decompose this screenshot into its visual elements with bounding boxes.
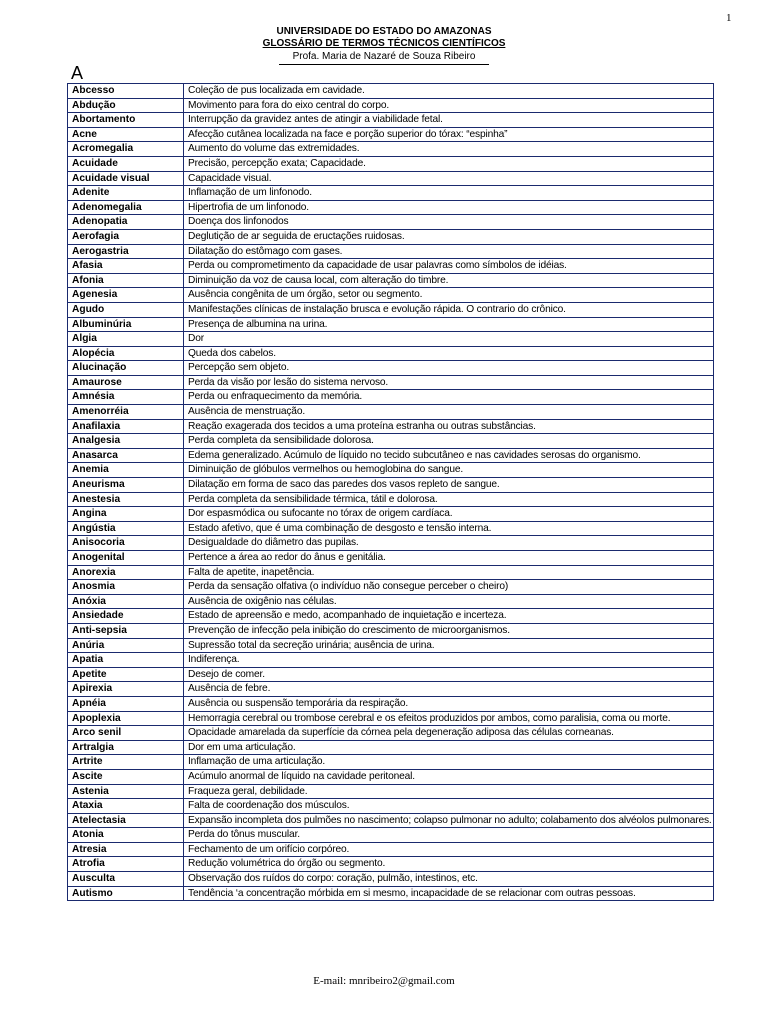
glossary-term: Amaurose [68, 376, 184, 390]
glossary-definition: Fechamento de um orifício corpóreo. [188, 843, 350, 855]
glossary-term: Astenia [68, 785, 184, 799]
glossary-term: Arco senil [68, 726, 184, 740]
glossary-row [68, 274, 713, 289]
glossary-definition: Expansão incompleta dos pulmões no nascimento; colapso pulmonar no adulto; colabamento dos alvéolos pulmonares. [188, 814, 712, 826]
glossary-definition: Deglutição de ar seguida de eructações ruidosas. [188, 230, 405, 242]
glossary-term: Afasia [68, 259, 184, 273]
glossary-definition: Inflamação de uma articulação. [188, 756, 326, 768]
glossary-term: Apnéia [68, 697, 184, 711]
glossary-term: Artralgia [68, 741, 184, 755]
glossary-definition: Coleção de pus localizada em cavidade. [188, 85, 365, 96]
glossary-row [68, 201, 713, 216]
glossary-term: Alucinação [68, 361, 184, 375]
glossary-row [68, 726, 713, 741]
glossary-row [68, 288, 713, 303]
glossary-definition: Estado de apreensão e medo, acompanhado de inquietação e incerteza. [188, 610, 507, 622]
glossary-definition: Capacidade visual. [188, 172, 272, 184]
glossary-row [68, 566, 713, 581]
glossary-row [68, 580, 713, 595]
glossary-definition: Percepção sem objeto. [188, 362, 290, 374]
glossary-definition: Dor espasmódica ou sufocante no tórax de origem cardíaca. [188, 508, 453, 520]
glossary-definition: Tendência ‘a concentração mórbida em si mesmo, incapacidade de se relacionar com outras pessoas. [188, 887, 636, 899]
glossary-term: Anemia [68, 463, 184, 477]
glossary-definition: Hemorragia cerebral ou trombose cerebral e os efeitos produzidos por ambos, como paralisia, coma ou morte. [188, 712, 671, 724]
glossary-term: Acuidade visual [68, 172, 184, 186]
glossary-row [68, 609, 713, 624]
glossary-table [67, 83, 714, 901]
glossary-row [68, 712, 713, 727]
glossary-definition: Redução volumétrica do órgão ou segmento. [188, 858, 386, 870]
glossary-term: Ascite [68, 770, 184, 784]
glossary-row [68, 332, 713, 347]
glossary-row [68, 434, 713, 449]
glossary-row [68, 741, 713, 756]
glossary-row [68, 857, 713, 872]
glossary-term: Acne [68, 128, 184, 142]
glossary-row [68, 113, 713, 128]
glossary-term: Ausculta [68, 872, 184, 886]
glossary-term: Anosmia [68, 580, 184, 594]
glossary-definition: Ausência congênita de um órgão, setor ou segmento. [188, 289, 423, 301]
glossary-row [68, 186, 713, 201]
glossary-term: Anestesia [68, 493, 184, 507]
glossary-term: Algia [68, 332, 184, 346]
glossary-term: Adenopatia [68, 215, 184, 229]
glossary-row [68, 493, 713, 508]
glossary-definition: Precisão, percepção exata; Capacidade. [188, 157, 366, 169]
glossary-definition: Ausência de menstruação. [188, 406, 306, 418]
glossary-row [68, 84, 713, 99]
glossary-term: Anasarca [68, 449, 184, 463]
glossary-definition: Manifestações clínicas de instalação brusca e evolução rápida. O contrario do crônico. [188, 303, 566, 315]
glossary-term: Amnésia [68, 390, 184, 404]
glossary-definition: Aumento do volume das extremidades. [188, 143, 360, 155]
glossary-definition: Perda do tônus muscular. [188, 829, 300, 841]
glossary-term: Anafilaxia [68, 420, 184, 434]
glossary-term: Autismo [68, 887, 184, 901]
glossary-definition: Dilatação do estômago com gases. [188, 245, 343, 257]
glossary-term: Amenorréia [68, 405, 184, 419]
glossary-term: Apatia [68, 653, 184, 667]
glossary-term: Analgesia [68, 434, 184, 448]
glossary-definition: Movimento para fora do eixo central do corpo. [188, 99, 390, 111]
document-header [0, 26, 768, 65]
glossary-definition: Dilatação em forma de saco das paredes dos vasos repleto de sangue. [188, 479, 500, 491]
glossary-definition: Pertence a área ao redor do ânus e genitália. [188, 552, 386, 563]
glossary-term: Ataxia [68, 799, 184, 813]
glossary-row [68, 785, 713, 800]
glossary-row [68, 128, 713, 143]
glossary-term: Afonia [68, 274, 184, 288]
author-name: Profa. Maria de Nazaré de Souza Ribeiro [292, 51, 476, 62]
page-number: 1 [726, 12, 732, 24]
glossary-row [68, 463, 713, 478]
section-letter: A [71, 63, 84, 83]
glossary-definition: Inflamação de um linfonodo. [188, 187, 312, 199]
glossary-term: Atonia [68, 828, 184, 842]
glossary-definition: Supressão total da secreção urinária; ausência de urina. [188, 639, 435, 651]
glossary-row [68, 682, 713, 697]
glossary-definition: Dor [188, 333, 204, 345]
glossary-row [68, 624, 713, 639]
glossary-definition: Dor em uma articulação. [188, 741, 296, 753]
glossary-row [68, 172, 713, 187]
glossary-definition: Fraqueza geral, debilidade. [188, 785, 308, 797]
glossary-row [68, 814, 713, 829]
institution-name: UNIVERSIDADE DO ESTADO DO AMAZONAS [276, 26, 492, 37]
glossary-term: Agenesia [68, 288, 184, 302]
glossary-row [68, 376, 713, 391]
glossary-definition: Perda da sensação olfativa (o indivíduo não consegue perceber o cheiro) [188, 581, 509, 593]
header-rule [279, 64, 489, 65]
glossary-row [68, 157, 713, 172]
glossary-term: Anisocoria [68, 536, 184, 550]
glossary-term: Adenomegalia [68, 201, 184, 215]
glossary-term: Alopécia [68, 347, 184, 361]
glossary-row [68, 872, 713, 887]
document-title: GLOSSÁRIO DE TERMOS TÉCNICOS CIENTÍFICOS [262, 38, 506, 49]
glossary-row [68, 405, 713, 420]
glossary-definition: Reação exagerada dos tecidos a uma proteína estranha ou outras substâncias. [188, 420, 536, 432]
glossary-row [68, 843, 713, 858]
glossary-term: Anorexia [68, 566, 184, 580]
glossary-definition: Hipertrofia de um linfonodo. [188, 201, 309, 213]
glossary-term: Aerogastria [68, 245, 184, 259]
glossary-term: Adenite [68, 186, 184, 200]
glossary-row [68, 887, 713, 901]
glossary-row [68, 420, 713, 435]
glossary-term: Acuidade [68, 157, 184, 171]
glossary-term: Anti-sepsia [68, 624, 184, 638]
glossary-term: Angina [68, 507, 184, 521]
glossary-definition: Observação dos ruídos do corpo: coração, pulmão, intestinos, etc. [188, 873, 478, 885]
glossary-term: Albuminúria [68, 318, 184, 332]
glossary-definition: Ausência de febre. [188, 683, 271, 695]
glossary-definition: Diminuição da voz de causa local, com alteração do timbre. [188, 274, 449, 286]
glossary-row [68, 449, 713, 464]
glossary-definition: Estado afetivo, que é uma combinação de desgosto e tensão interna. [188, 522, 492, 534]
glossary-definition: Desejo de comer. [188, 668, 265, 680]
glossary-definition: Prevenção de infecção pela inibição do crescimento de microorganismos. [188, 624, 510, 636]
glossary-definition: Edema generalizado. Acúmulo de líquido no tecido subcutâneo e nas cavidades serosas do organismo. [188, 449, 641, 461]
glossary-row [68, 390, 713, 405]
glossary-definition: Perda da visão por lesão do sistema nervoso. [188, 376, 389, 388]
glossary-row [68, 318, 713, 333]
glossary-row [68, 215, 713, 230]
glossary-definition: Perda completa da sensibilidade dolorosa. [188, 435, 374, 447]
glossary-term: Artrite [68, 755, 184, 769]
glossary-row [68, 522, 713, 537]
glossary-row [68, 755, 713, 770]
glossary-definition: Falta de coordenação dos músculos. [188, 800, 350, 812]
glossary-definition: Ausência ou suspensão temporária da respiração. [188, 697, 409, 709]
glossary-row [68, 799, 713, 814]
glossary-term: Apetite [68, 668, 184, 682]
glossary-row [68, 230, 713, 245]
glossary-term: Atresia [68, 843, 184, 857]
glossary-definition: Acúmulo anormal de líquido na cavidade peritoneal. [188, 770, 415, 782]
footer-email: E-mail: mnribeiro2@gmail.com [313, 975, 455, 987]
glossary-definition: Perda ou comprometimento da capacidade de usar palavras como símbolos de idéias. [188, 260, 567, 272]
glossary-definition: Perda ou enfraquecimento da memória. [188, 391, 363, 403]
glossary-term: Ansiedade [68, 609, 184, 623]
glossary-row [68, 478, 713, 493]
glossary-definition: Afecção cutânea localizada na face e porção superior do tórax: “espinha” [188, 128, 508, 140]
glossary-row [68, 770, 713, 785]
glossary-row [68, 142, 713, 157]
glossary-term: Apirexia [68, 682, 184, 696]
glossary-row [68, 347, 713, 362]
glossary-definition: Queda dos cabelos. [188, 347, 276, 359]
glossary-row [68, 653, 713, 668]
glossary-row [68, 639, 713, 654]
glossary-term: Angústia [68, 522, 184, 536]
glossary-term: Abcesso [68, 84, 184, 98]
glossary-row [68, 259, 713, 274]
glossary-definition: Ausência de oxigênio nas células. [188, 595, 337, 607]
glossary-term: Agudo [68, 303, 184, 317]
glossary-term: Abdução [68, 99, 184, 113]
glossary-definition: Diminuição de glóbulos vermelhos ou hemoglobina do sangue. [188, 464, 464, 476]
glossary-definition: Doença dos linfonodos [188, 216, 289, 228]
glossary-row [68, 828, 713, 843]
glossary-definition: Presença de albumina na urina. [188, 318, 328, 330]
glossary-row [68, 595, 713, 610]
glossary-definition: Indiferença. [188, 654, 240, 666]
glossary-row [68, 697, 713, 712]
glossary-definition: Interrupção da gravidez antes de atingir a viabilidade fetal. [188, 114, 443, 126]
glossary-definition: Falta de apetite, inapetência. [188, 566, 315, 578]
glossary-term: Atrofia [68, 857, 184, 871]
glossary-row [68, 507, 713, 522]
glossary-term: Atelectasia [68, 814, 184, 828]
glossary-definition: Desigualdade do diâmetro das pupilas. [188, 537, 359, 549]
glossary-row [68, 361, 713, 376]
glossary-row [68, 551, 713, 566]
glossary-term: Apoplexia [68, 712, 184, 726]
glossary-row [68, 303, 713, 318]
glossary-term: Abortamento [68, 113, 184, 127]
glossary-term: Anogenital [68, 551, 184, 565]
glossary-row [68, 536, 713, 551]
glossary-term: Aneurisma [68, 478, 184, 492]
glossary-row [68, 99, 713, 114]
glossary-term: Acromegalia [68, 142, 184, 156]
glossary-term: Anóxia [68, 595, 184, 609]
glossary-definition: Perda completa da sensibilidade térmica, tátil e dolorosa. [188, 493, 438, 505]
glossary-definition: Opacidade amarelada da superfície da córnea pela degeneração adiposa das células corneanas. [188, 727, 614, 739]
glossary-term: Aerofagia [68, 230, 184, 244]
glossary-term: Anúria [68, 639, 184, 653]
glossary-row [68, 245, 713, 260]
glossary-row [68, 668, 713, 683]
